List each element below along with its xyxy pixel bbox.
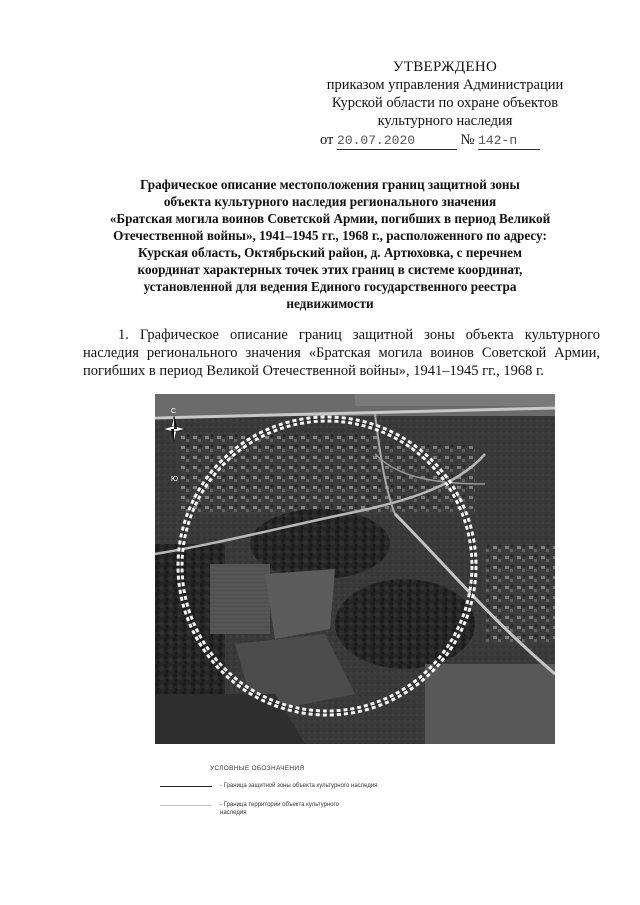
section-paragraph xyxy=(83,326,600,380)
legend-item-protective-zone xyxy=(160,782,377,790)
paragraph-text: 1. Графическое описание границ защитной зоны объекта культурного наследия регионального значения «Братская могила воинов Советской Армии, погибших в период Великой Отечественной войны», 1941–1945 гг., 1968 г. xyxy=(83,327,600,379)
date-field xyxy=(337,132,457,150)
date-value: 20.07.2020 xyxy=(337,133,416,148)
number-value: 142-п xyxy=(478,133,518,148)
legend-item-2-line-2: наследия xyxy=(220,810,247,816)
approval-date-line xyxy=(300,131,590,150)
legend-item-1-text: - Граница защитной зоны объекта культурного наследия xyxy=(220,783,378,789)
aerial-map xyxy=(155,394,555,744)
title-line-5: Курская область, Октябрьский район, д. Артюховка, с перечнем xyxy=(137,245,523,260)
approval-heading: УТВЕРЖДЕНО xyxy=(392,59,498,75)
title-line-2: объекта культурного наследия регионального значения xyxy=(163,194,497,209)
compass-south-label: Ю xyxy=(171,476,179,483)
title-line-4: Отечественной войны», 1941–1945 гг., 1968 г., расположенного по адресу: xyxy=(113,228,547,243)
compass-north-label: С xyxy=(171,408,177,415)
approval-line-2: Курской области по охране объектов xyxy=(331,95,559,111)
territory-line-swatch xyxy=(160,805,212,806)
legend-item-2-line-1: - Граница территории объекта культурного xyxy=(220,802,340,808)
title-line-1: Графическое описание местоположения границ защитной зоны xyxy=(140,177,520,192)
approval-line-3: культурного наследия xyxy=(377,113,513,129)
document-title xyxy=(60,176,600,312)
title-line-8: недвижимости xyxy=(286,296,374,311)
date-prefix: от xyxy=(320,132,334,148)
legend-item-territory xyxy=(160,801,339,817)
number-field xyxy=(478,132,540,150)
aerial-photo-svg xyxy=(155,394,555,744)
number-prefix: № xyxy=(460,132,475,148)
legend-title: УСЛОВНЫЕ ОБОЗНАЧЕНИЯ xyxy=(210,765,305,772)
legend-item-2-text xyxy=(220,801,339,817)
title-line-7: установленной для ведения Единого государственного реестра xyxy=(143,279,517,294)
title-line-6: координат характерных точек этих границ в системе координат, xyxy=(137,262,523,277)
protective-zone-line-swatch xyxy=(160,786,212,787)
title-line-3: «Братская могила воинов Советской Армии, погибших в период Великой xyxy=(109,211,551,226)
approval-block xyxy=(300,58,590,150)
approval-line-1: приказом управления Администрации xyxy=(326,77,564,93)
